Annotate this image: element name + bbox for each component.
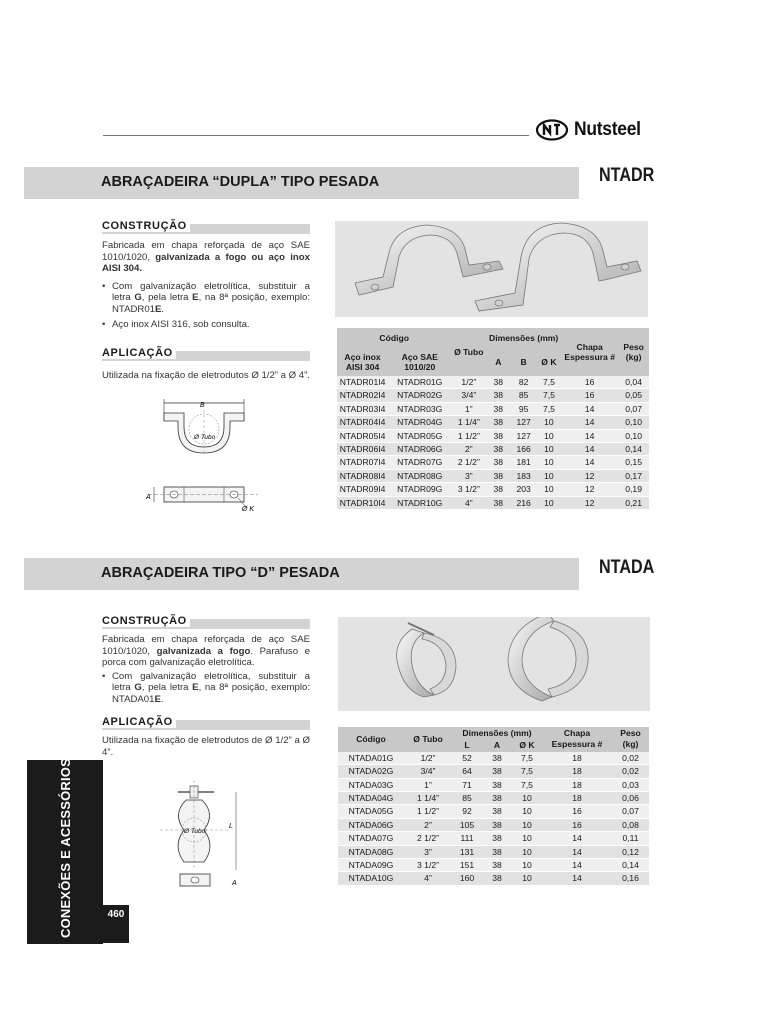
table-cell: NTADR02I4: [337, 389, 388, 402]
table-cell: 181: [510, 456, 536, 469]
table-cell: 14: [542, 859, 612, 872]
table-cell: 38: [486, 469, 510, 482]
table-cell: 12: [561, 496, 618, 509]
table-cell: 16: [542, 818, 612, 831]
table-row: [338, 805, 649, 818]
table-cell: 95: [510, 402, 536, 415]
table-cell: 10: [512, 818, 542, 831]
table-cell: 131: [452, 845, 482, 858]
table-cell: 1 1/4”: [451, 416, 486, 429]
table-cell: 18: [542, 765, 612, 778]
table-cell: 3/4”: [451, 389, 486, 402]
table-row: [337, 456, 649, 469]
section2-aplicacao-heading: APLICAÇÃO: [102, 716, 310, 730]
table-cell: NTADR10I4: [337, 496, 388, 509]
table-cell: 14: [542, 832, 612, 845]
table-cell: 14: [561, 402, 618, 415]
table-cell: NTADA02G: [338, 765, 404, 778]
table-cell: 16: [561, 389, 618, 402]
table-cell: 85: [510, 389, 536, 402]
table-cell: 0,21: [618, 496, 649, 509]
table-cell: 38: [482, 818, 512, 831]
section1-code: NTADR: [599, 165, 655, 186]
ntada-dimension-diagram: [150, 778, 250, 890]
table-cell: 203: [510, 483, 536, 496]
table-cell: 7,5: [512, 765, 542, 778]
table-cell: 105: [452, 818, 482, 831]
table-cell: 38: [486, 376, 510, 389]
table-cell: 38: [486, 389, 510, 402]
table-row: [338, 818, 649, 831]
table-cell: 18: [542, 792, 612, 805]
table-cell: 71: [452, 778, 482, 791]
th2-l: L: [452, 739, 482, 751]
dim-tubo-label: Ø Tubo: [194, 434, 216, 441]
table-cell: NTADR04G: [388, 416, 451, 429]
table-cell: 1”: [451, 402, 486, 415]
table-cell: 38: [486, 429, 510, 442]
table-row: [337, 376, 649, 389]
table-cell: 10: [512, 872, 542, 885]
table-cell: 10: [512, 859, 542, 872]
table-cell: NTADR07G: [388, 456, 451, 469]
table-row: [337, 483, 649, 496]
table-row: [338, 765, 649, 778]
table-cell: 10: [512, 832, 542, 845]
table-cell: 7,5: [512, 752, 542, 765]
table-cell: 0,02: [612, 765, 649, 778]
table-row: [337, 402, 649, 415]
th2-a: A: [482, 739, 512, 751]
table-cell: 10: [537, 496, 561, 509]
table-cell: 3 1/2”: [404, 859, 452, 872]
table-cell: 7,5: [537, 389, 561, 402]
table-cell: 3/4”: [404, 765, 452, 778]
table-cell: NTADA10G: [338, 872, 404, 885]
table-cell: NTADR05G: [388, 429, 451, 442]
table-cell: 10: [512, 792, 542, 805]
table-cell: 2 1/2”: [451, 456, 486, 469]
table-cell: 0,14: [618, 443, 649, 456]
section1-title: ABRAÇADEIRA “DUPLA” TIPO PESADA: [101, 174, 380, 190]
table-cell: 0,06: [612, 792, 649, 805]
table-row: [338, 778, 649, 791]
table-cell: 0,17: [618, 469, 649, 482]
section2-title-bar: [24, 558, 579, 590]
dim-b-label: B: [200, 402, 205, 409]
section2-construcao-text: Fabricada em chapa reforçada de aço SAE 1010/1020, galvanizada a fogo. Parafuso e porca com galvanização eletrolítica. • Com galvanização eletrolítica, substituir a letra G, pela letra E, na 8ª posição, exemplo: NTADA01E.: [102, 634, 310, 705]
table-row: [338, 792, 649, 805]
table-cell: 183: [510, 469, 536, 482]
table-cell: NTADA09G: [338, 859, 404, 872]
th2-dimensoes: Dimensões (mm): [452, 727, 542, 739]
brand-name: Nutsteel: [574, 119, 641, 140]
table-cell: NTADR08G: [388, 469, 451, 482]
ntada-table-body: [338, 752, 649, 886]
th2-tubo: Ø Tubo: [404, 727, 452, 752]
table-cell: 38: [486, 456, 510, 469]
table-cell: NTADR01I4: [337, 376, 388, 389]
section2-aplicacao-text: Utilizada na fixação de eletrodutos de Ø 1/2” a Ø 4”.: [102, 735, 310, 758]
table-cell: 127: [510, 429, 536, 442]
section2-code: NTADA: [599, 557, 655, 578]
table-cell: 0,07: [618, 402, 649, 415]
table-cell: 1”: [404, 778, 452, 791]
table-cell: 10: [537, 429, 561, 442]
table-cell: 38: [482, 778, 512, 791]
table-cell: 0,11: [612, 832, 649, 845]
table-cell: 0,12: [612, 845, 649, 858]
table-cell: NTADR08I4: [337, 469, 388, 482]
table-cell: 64: [452, 765, 482, 778]
table-cell: 38: [482, 872, 512, 885]
table-row: [338, 752, 649, 765]
table-cell: 12: [561, 469, 618, 482]
table-cell: NTADR10G: [388, 496, 451, 509]
section2-construcao-heading: CONSTRUÇÃO: [102, 615, 310, 629]
ntada-l-label: L: [229, 823, 233, 830]
side-category-tab: [27, 760, 103, 944]
table-cell: 127: [510, 416, 536, 429]
table-cell: 0,10: [618, 416, 649, 429]
th-chapa: Chapa Espessura #: [561, 328, 618, 376]
table-cell: 0,04: [618, 376, 649, 389]
table-cell: 14: [542, 845, 612, 858]
th-a: A: [486, 348, 510, 376]
table-cell: 7,5: [512, 778, 542, 791]
ntada-clamps-image: [338, 617, 650, 711]
th-dimensoes: Dimensões (mm): [486, 328, 561, 348]
table-row: [337, 429, 649, 442]
table-cell: NTADA05G: [338, 805, 404, 818]
ntadr-clamps-image: [335, 221, 648, 317]
table-cell: NTADA04G: [338, 792, 404, 805]
table-cell: 92: [452, 805, 482, 818]
th2-peso: Peso (kg): [612, 727, 649, 752]
table-cell: 82: [510, 376, 536, 389]
table-cell: 10: [537, 483, 561, 496]
table-cell: 38: [486, 496, 510, 509]
table-cell: 166: [510, 443, 536, 456]
table-cell: 2 1/2”: [404, 832, 452, 845]
nutsteel-logo-icon: [535, 119, 569, 141]
table-row: [338, 872, 649, 885]
section1-title-bar: [24, 167, 579, 199]
table-cell: 85: [452, 792, 482, 805]
table-row: [338, 845, 649, 858]
table-cell: NTADR09G: [388, 483, 451, 496]
table-cell: NTADR01G: [388, 376, 451, 389]
table-cell: 0,10: [618, 429, 649, 442]
table-cell: 111: [452, 832, 482, 845]
dim-a-label: A: [146, 494, 151, 501]
table-cell: 4”: [451, 496, 486, 509]
table-cell: 0,07: [612, 805, 649, 818]
th2-k: Ø K: [512, 739, 542, 751]
section1-construcao-text: Fabricada em chapa reforçada de aço SAE 1010/1020, galvanizada a fogo ou aço inox AISI 304. • Com galvanização eletrolítica, substituir a letra G, pela letra E, na 8ª posição, exemplo: NTADR01E. • Aço inox AISI 316, sob consulta.: [102, 240, 310, 331]
table-cell: 160: [452, 872, 482, 885]
table-cell: 216: [510, 496, 536, 509]
table-cell: 1 1/2”: [451, 429, 486, 442]
brand-logo: [535, 116, 653, 144]
table-cell: 0,14: [612, 859, 649, 872]
table-cell: NTADR06G: [388, 443, 451, 456]
ntada-product-photo: [338, 617, 650, 711]
th-b: B: [510, 348, 536, 376]
ntadr-table: [337, 328, 649, 510]
table-cell: 10: [537, 469, 561, 482]
section1-construcao-heading: CONSTRUÇÃO: [102, 220, 310, 234]
section2-title: ABRAÇADEIRA TIPO “D” PESADA: [101, 565, 340, 581]
table-cell: 3”: [451, 469, 486, 482]
table-cell: NTADR07I4: [337, 456, 388, 469]
table-cell: 2”: [404, 818, 452, 831]
ntadr-dimension-diagram: [140, 395, 265, 520]
table-cell: NTADA03G: [338, 778, 404, 791]
table-cell: 3 1/2”: [451, 483, 486, 496]
table-cell: 0,05: [618, 389, 649, 402]
table-cell: 10: [537, 443, 561, 456]
table-cell: 151: [452, 859, 482, 872]
table-cell: 52: [452, 752, 482, 765]
table-cell: NTADR05I4: [337, 429, 388, 442]
table-cell: 2”: [451, 443, 486, 456]
table-cell: 38: [482, 859, 512, 872]
table-cell: 14: [561, 416, 618, 429]
th2-chapa: Chapa Espessura #: [542, 727, 612, 752]
table-cell: 38: [486, 483, 510, 496]
table-cell: 14: [561, 443, 618, 456]
th2-codigo: Código: [338, 727, 404, 752]
th-peso: Peso (kg): [618, 328, 649, 376]
table-cell: 1/2”: [404, 752, 452, 765]
table-cell: 0,16: [612, 872, 649, 885]
table-cell: NTADA01G: [338, 752, 404, 765]
section1-aplicacao-heading: APLICAÇÃO: [102, 347, 310, 361]
table-cell: NTADR03G: [388, 402, 451, 415]
table-cell: 14: [561, 456, 618, 469]
header-rule: [103, 135, 529, 136]
table-cell: 14: [561, 429, 618, 442]
table-cell: 18: [542, 752, 612, 765]
table-cell: 38: [482, 765, 512, 778]
th-aco: Aço SAE 1010/20: [388, 348, 451, 376]
th-codigo: Código: [337, 328, 451, 348]
side-category-label: CONEXÕES E ACESSÓRIOS: [58, 758, 73, 938]
table-cell: 16: [561, 376, 618, 389]
th-tubo: Ø Tubo: [451, 328, 486, 376]
table-row: [337, 389, 649, 402]
ntadr-table-body: [337, 376, 649, 510]
table-row: [338, 832, 649, 845]
table-cell: 1 1/4”: [404, 792, 452, 805]
table-row: [338, 859, 649, 872]
th-inox: Aço inox AISI 304: [337, 348, 388, 376]
table-cell: 38: [482, 805, 512, 818]
table-cell: 38: [482, 792, 512, 805]
table-cell: NTADA06G: [338, 818, 404, 831]
ntadr-product-photo: [335, 221, 648, 317]
table-cell: NTADR04I4: [337, 416, 388, 429]
table-cell: 1 1/2”: [404, 805, 452, 818]
table-cell: 1/2”: [451, 376, 486, 389]
table-cell: 10: [512, 805, 542, 818]
table-cell: 4”: [404, 872, 452, 885]
table-cell: 10: [512, 845, 542, 858]
table-cell: NTADR09I4: [337, 483, 388, 496]
table-row: [337, 496, 649, 509]
table-cell: 0,08: [612, 818, 649, 831]
table-cell: 38: [482, 832, 512, 845]
table-row: [337, 443, 649, 456]
table-cell: 38: [486, 402, 510, 415]
th-k: Ø K: [537, 348, 561, 376]
table-cell: 38: [482, 845, 512, 858]
table-cell: 0,19: [618, 483, 649, 496]
table-cell: NTADA07G: [338, 832, 404, 845]
table-cell: 0,02: [612, 752, 649, 765]
table-cell: 10: [537, 416, 561, 429]
table-cell: 38: [486, 416, 510, 429]
table-cell: 10: [537, 456, 561, 469]
table-cell: 38: [482, 752, 512, 765]
table-cell: NTADR03I4: [337, 402, 388, 415]
table-cell: 0,03: [612, 778, 649, 791]
table-cell: 0,15: [618, 456, 649, 469]
table-cell: NTADA08G: [338, 845, 404, 858]
table-cell: 16: [542, 805, 612, 818]
table-cell: 18: [542, 778, 612, 791]
table-cell: 7,5: [537, 376, 561, 389]
table-cell: 3”: [404, 845, 452, 858]
table-cell: 38: [486, 443, 510, 456]
dim-k-label: Ø K: [242, 506, 255, 513]
ntada-tubo-label: Ø Tubo: [184, 828, 206, 835]
table-cell: NTADR02G: [388, 389, 451, 402]
section1-aplicacao-text: Utilizada na fixação de eletrodutos Ø 1/2” a Ø 4”.: [102, 370, 310, 381]
table-cell: 14: [542, 872, 612, 885]
ntada-table: [338, 727, 649, 886]
ntada-a-label: A: [232, 880, 237, 887]
table-row: [337, 416, 649, 429]
table-cell: 7,5: [537, 402, 561, 415]
table-cell: 12: [561, 483, 618, 496]
table-cell: NTADR06I4: [337, 443, 388, 456]
page-number: 460: [103, 905, 129, 943]
table-row: [337, 469, 649, 482]
